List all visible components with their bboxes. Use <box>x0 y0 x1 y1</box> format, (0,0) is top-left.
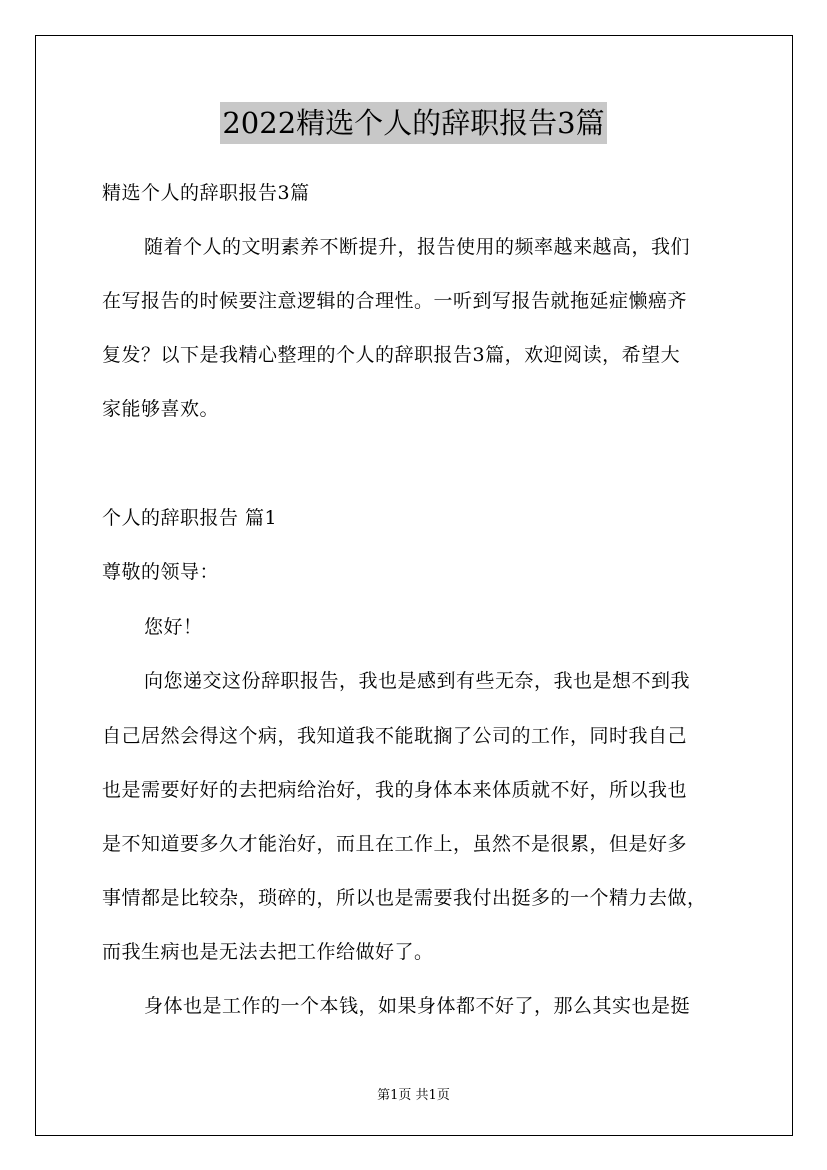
title-container <box>0 102 827 144</box>
page-footer: 第1页 共1页 <box>377 1088 450 1103</box>
intro-line-1: 随着个人的文明素养不断提升，报告使用的频率越来越高，我们 <box>144 236 691 258</box>
document-title: 2022精选个人的辞职报告3篇 <box>220 102 606 144</box>
body-line-5: 事情都是比较杂，琐碎的，所以也是需要我付出挺多的一个精力去做， <box>102 887 707 909</box>
body-line-2: 自己居然会得这个病，我知道我不能耽搁了公司的工作，同时我自己 <box>102 725 688 747</box>
section-heading: 个人的辞职报告 篇1 <box>102 507 278 529</box>
intro-line-4: 家能够喜欢。 <box>102 398 220 420</box>
subtitle-line: 精选个人的辞职报告3篇 <box>102 182 310 204</box>
body-line-6: 而我生病也是无法去把工作给做好了。 <box>102 941 434 963</box>
body-line-3: 也是需要好好的去把病给治好，我的身体本来体质就不好，所以我也 <box>102 779 688 801</box>
body-line-1: 向您递交这份辞职报告，我也是感到有些无奈，我也是想不到我 <box>144 670 691 692</box>
body-line-4: 是不知道要多久才能治好，而且在工作上，虽然不是很累，但是好多 <box>102 833 688 855</box>
body-line-7: 身体也是工作的一个本钱，如果身体都不好了，那么其实也是挺 <box>144 995 691 1017</box>
salutation: 尊敬的领导： <box>102 561 220 583</box>
intro-line-2: 在写报告的时候要注意逻辑的合理性。一听到写报告就拖延症懒癌齐 <box>102 290 688 312</box>
greeting: 您好！ <box>144 616 203 638</box>
intro-line-3: 复发？以下是我精心整理的个人的辞职报告3篇，欢迎阅读，希望大 <box>102 344 681 366</box>
